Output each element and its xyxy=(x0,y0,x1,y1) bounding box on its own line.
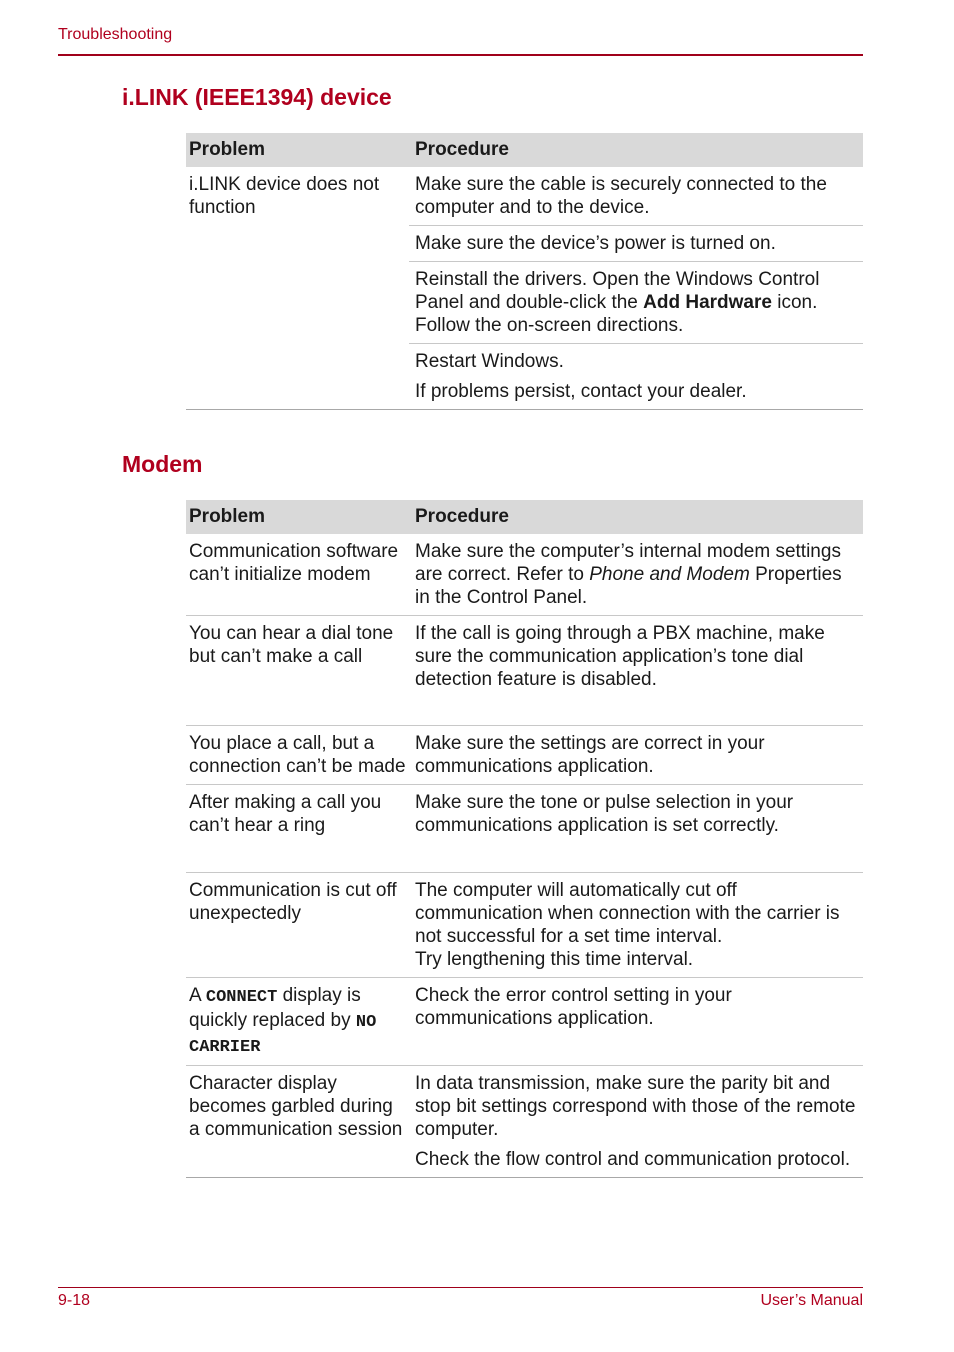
procedure-text: Try lengthening this time interval. xyxy=(415,949,694,970)
problem-text: display is quickly replaced by xyxy=(189,985,361,1031)
phone-modem-reference: Phone and Modem xyxy=(589,564,750,585)
procedure-text: In data transmission, make sure the parity bit and stop bit settings correspond with those of the remote computer. xyxy=(415,1073,856,1140)
page-number: 9-18 xyxy=(58,1292,91,1309)
modem-section-title: Modem xyxy=(122,451,203,477)
procedure-cell xyxy=(409,873,863,978)
ilink-section-title: i.LINK (IEEE1394) device xyxy=(122,84,392,110)
no-carrier-code: NO CARRIER xyxy=(189,1013,377,1057)
table-row xyxy=(186,785,863,873)
procedure-text: Make sure the computer’s internal modem settings are correct. Refer to xyxy=(415,541,841,585)
connect-code: CONNECT xyxy=(205,988,278,1007)
procedure-text: Check the flow control and communication protocol. xyxy=(415,1149,851,1170)
procedure-cell xyxy=(409,344,863,410)
procedure-cell: Make sure the tone or pulse selection in your communications application is set correctly. xyxy=(409,785,863,873)
table-row xyxy=(186,726,863,785)
column-header-problem: Problem xyxy=(186,500,409,534)
procedure-text: Reinstall the drivers. Open the Windows Control Panel and double-click the xyxy=(415,269,820,313)
add-hardware-label: Add Hardware xyxy=(643,292,772,313)
footer-rule xyxy=(58,1287,863,1288)
procedure-cell: If the call is going through a PBX machine, make sure the communication application’s tone dial detection feature is disabled. xyxy=(409,616,863,726)
column-header-procedure: Procedure xyxy=(409,133,863,167)
table-row xyxy=(186,167,863,226)
procedure-cell xyxy=(409,534,863,616)
ilink-table xyxy=(186,133,863,410)
procedure-cell: Make sure the cable is securely connected to the computer and to the device. xyxy=(409,167,863,226)
procedure-text: Properties in the Control Panel. xyxy=(415,564,842,608)
procedure-cell: Make sure the settings are correct in your communications application. xyxy=(409,726,863,785)
problem-cell: Communication software can’t initialize modem xyxy=(186,534,409,616)
procedure-text: If problems persist, contact your dealer. xyxy=(415,381,747,402)
problem-cell xyxy=(186,978,409,1066)
procedure-cell: Make sure the device’s power is turned on. xyxy=(409,226,863,262)
table-row xyxy=(186,534,863,616)
procedure-cell: Check the error control setting in your communications application. xyxy=(409,978,863,1066)
table-row xyxy=(186,873,863,978)
modem-table xyxy=(186,500,863,1178)
manual-title: User’s Manual xyxy=(760,1292,863,1309)
column-header-procedure: Procedure xyxy=(409,500,863,534)
running-header: Troubleshooting xyxy=(58,26,173,43)
problem-cell: i.LINK device does not function xyxy=(186,167,409,410)
column-header-problem: Problem xyxy=(186,133,409,167)
problem-cell: You can hear a dial tone but can’t make a call xyxy=(186,616,409,726)
procedure-text: icon. Follow the on-screen directions. xyxy=(415,292,818,336)
table-row xyxy=(186,616,863,726)
procedure-text: Restart Windows. xyxy=(415,351,564,372)
procedure-cell xyxy=(409,262,863,344)
table-row xyxy=(186,1066,863,1178)
problem-cell: Communication is cut off unexpectedly xyxy=(186,873,409,978)
table-header-row xyxy=(186,500,863,534)
table-header-row xyxy=(186,133,863,167)
table-row xyxy=(186,978,863,1066)
problem-cell: After making a call you can’t hear a ring xyxy=(186,785,409,873)
procedure-text: The computer will automatically cut off communication when connection with the carrier is not successful for a set time interval. xyxy=(415,880,840,947)
procedure-cell xyxy=(409,1066,863,1178)
problem-cell: Character display becomes garbled during a communication session xyxy=(186,1066,409,1178)
problem-text: A xyxy=(189,985,206,1006)
header-rule xyxy=(58,54,863,56)
problem-cell: You place a call, but a connection can’t be made xyxy=(186,726,409,785)
